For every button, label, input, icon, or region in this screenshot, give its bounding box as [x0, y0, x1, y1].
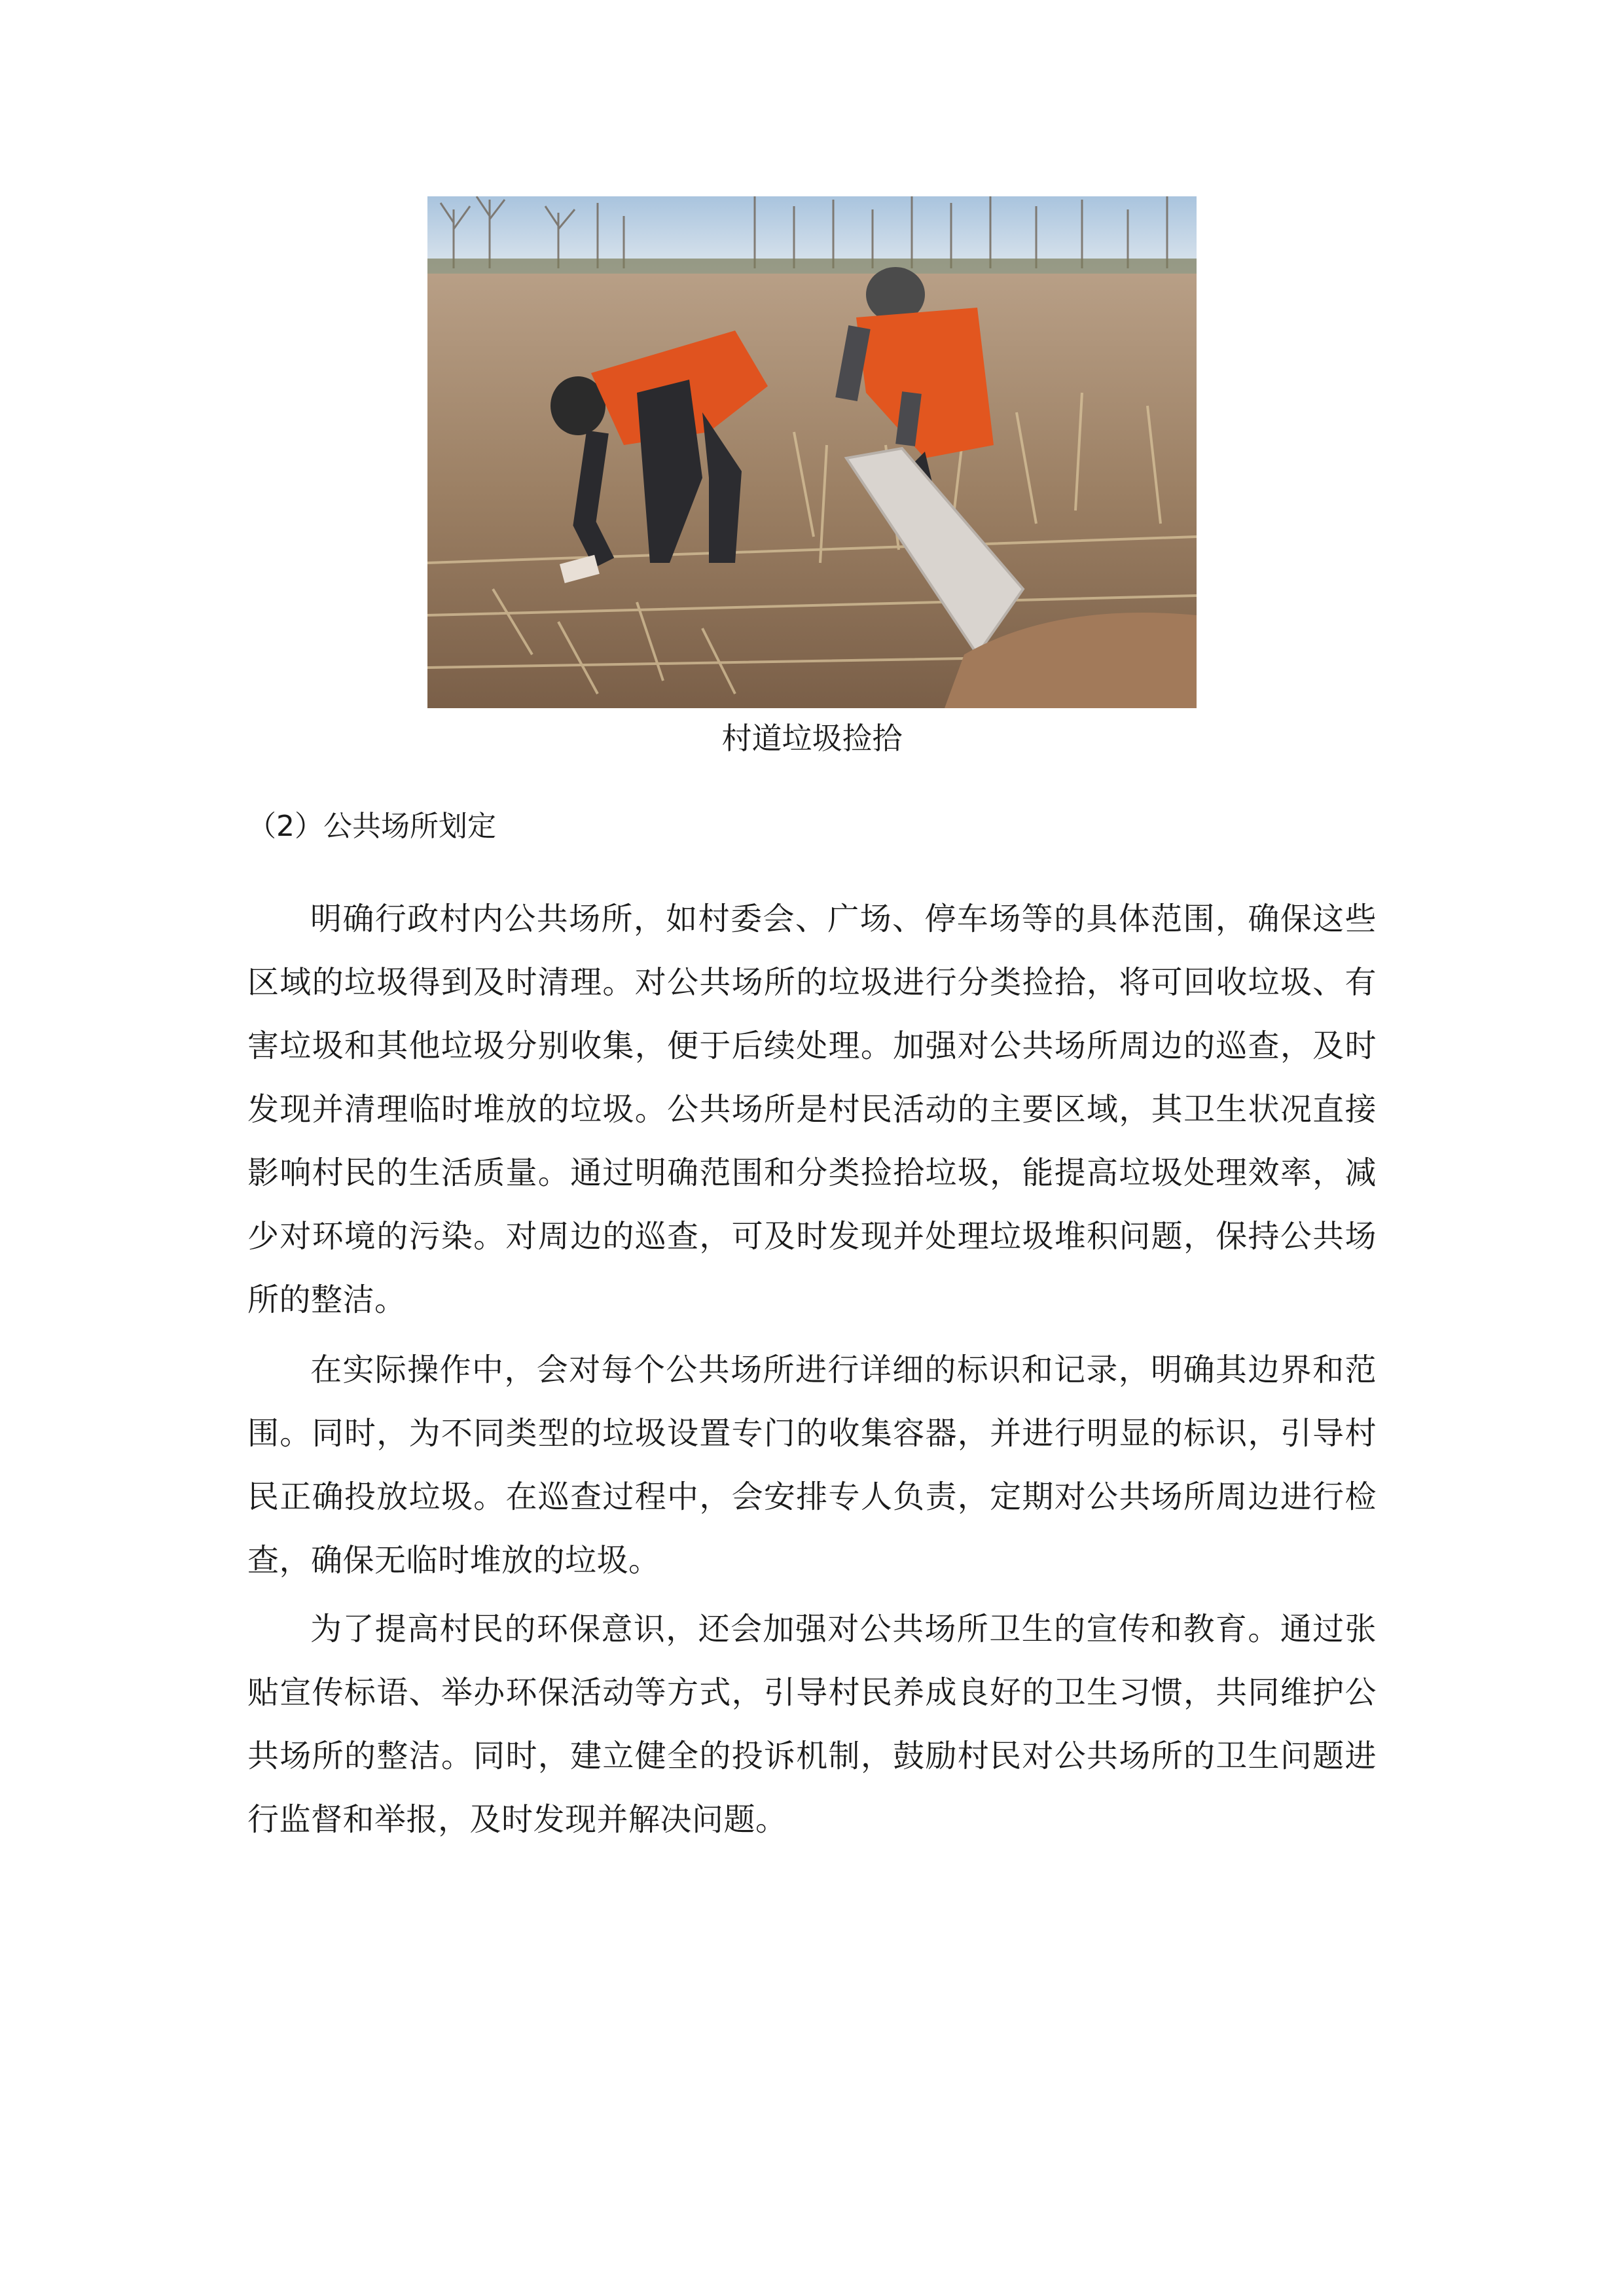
- paragraph-2: 在实际操作中，会对每个公共场所进行详细的标识和记录，明确其边界和范围。同时，为不同类型的垃圾设置专门的收集容器，并进行明显的标识，引导村民正确投放垃圾。在巡查过程中，会安排专人负责，定期对公共场所周边进行检查，确保无临时堆放的垃圾。: [247, 1352, 1377, 1579]
- photo-village-road-litter-pickup: [427, 196, 1197, 708]
- paragraph-1: 明确行政村内公共场所，如村委会、广场、停车场等的具体范围，确保这些区域的垃圾得到及时清理。对公共场所的垃圾进行分类捡拾，将可回收垃圾、有害垃圾和其他垃圾分别收集，便于后续处理。加强对公共场所周边的巡查，及时发现并清理临时堆放的垃圾。公共场所是村民活动的主要区域，其卫生状况直接影响村民的生活质量。通过明确范围和分类捡拾垃圾，能提高垃圾处理效率，减少对环境的污染。对周边的巡查，可及时发现并处理垃圾堆积问题，保持公共场所的整洁。: [247, 901, 1377, 1318]
- paragraph-3: 为了提高村民的环保意识，还会加强对公共场所卫生的宣传和教育。通过张贴宣传标语、举办环保活动等方式，引导村民养成良好的卫生习惯，共同维护公共场所的整洁。同时，建立健全的投诉机制，鼓励村民对公共场所的卫生问题进行监督和举报，及时发现并解决问题。: [247, 1611, 1377, 1838]
- photo-illustration: [427, 196, 1197, 708]
- figure-caption: 村道垃圾捡拾: [721, 721, 903, 756]
- section-heading: （2）公共场所划定: [247, 810, 496, 843]
